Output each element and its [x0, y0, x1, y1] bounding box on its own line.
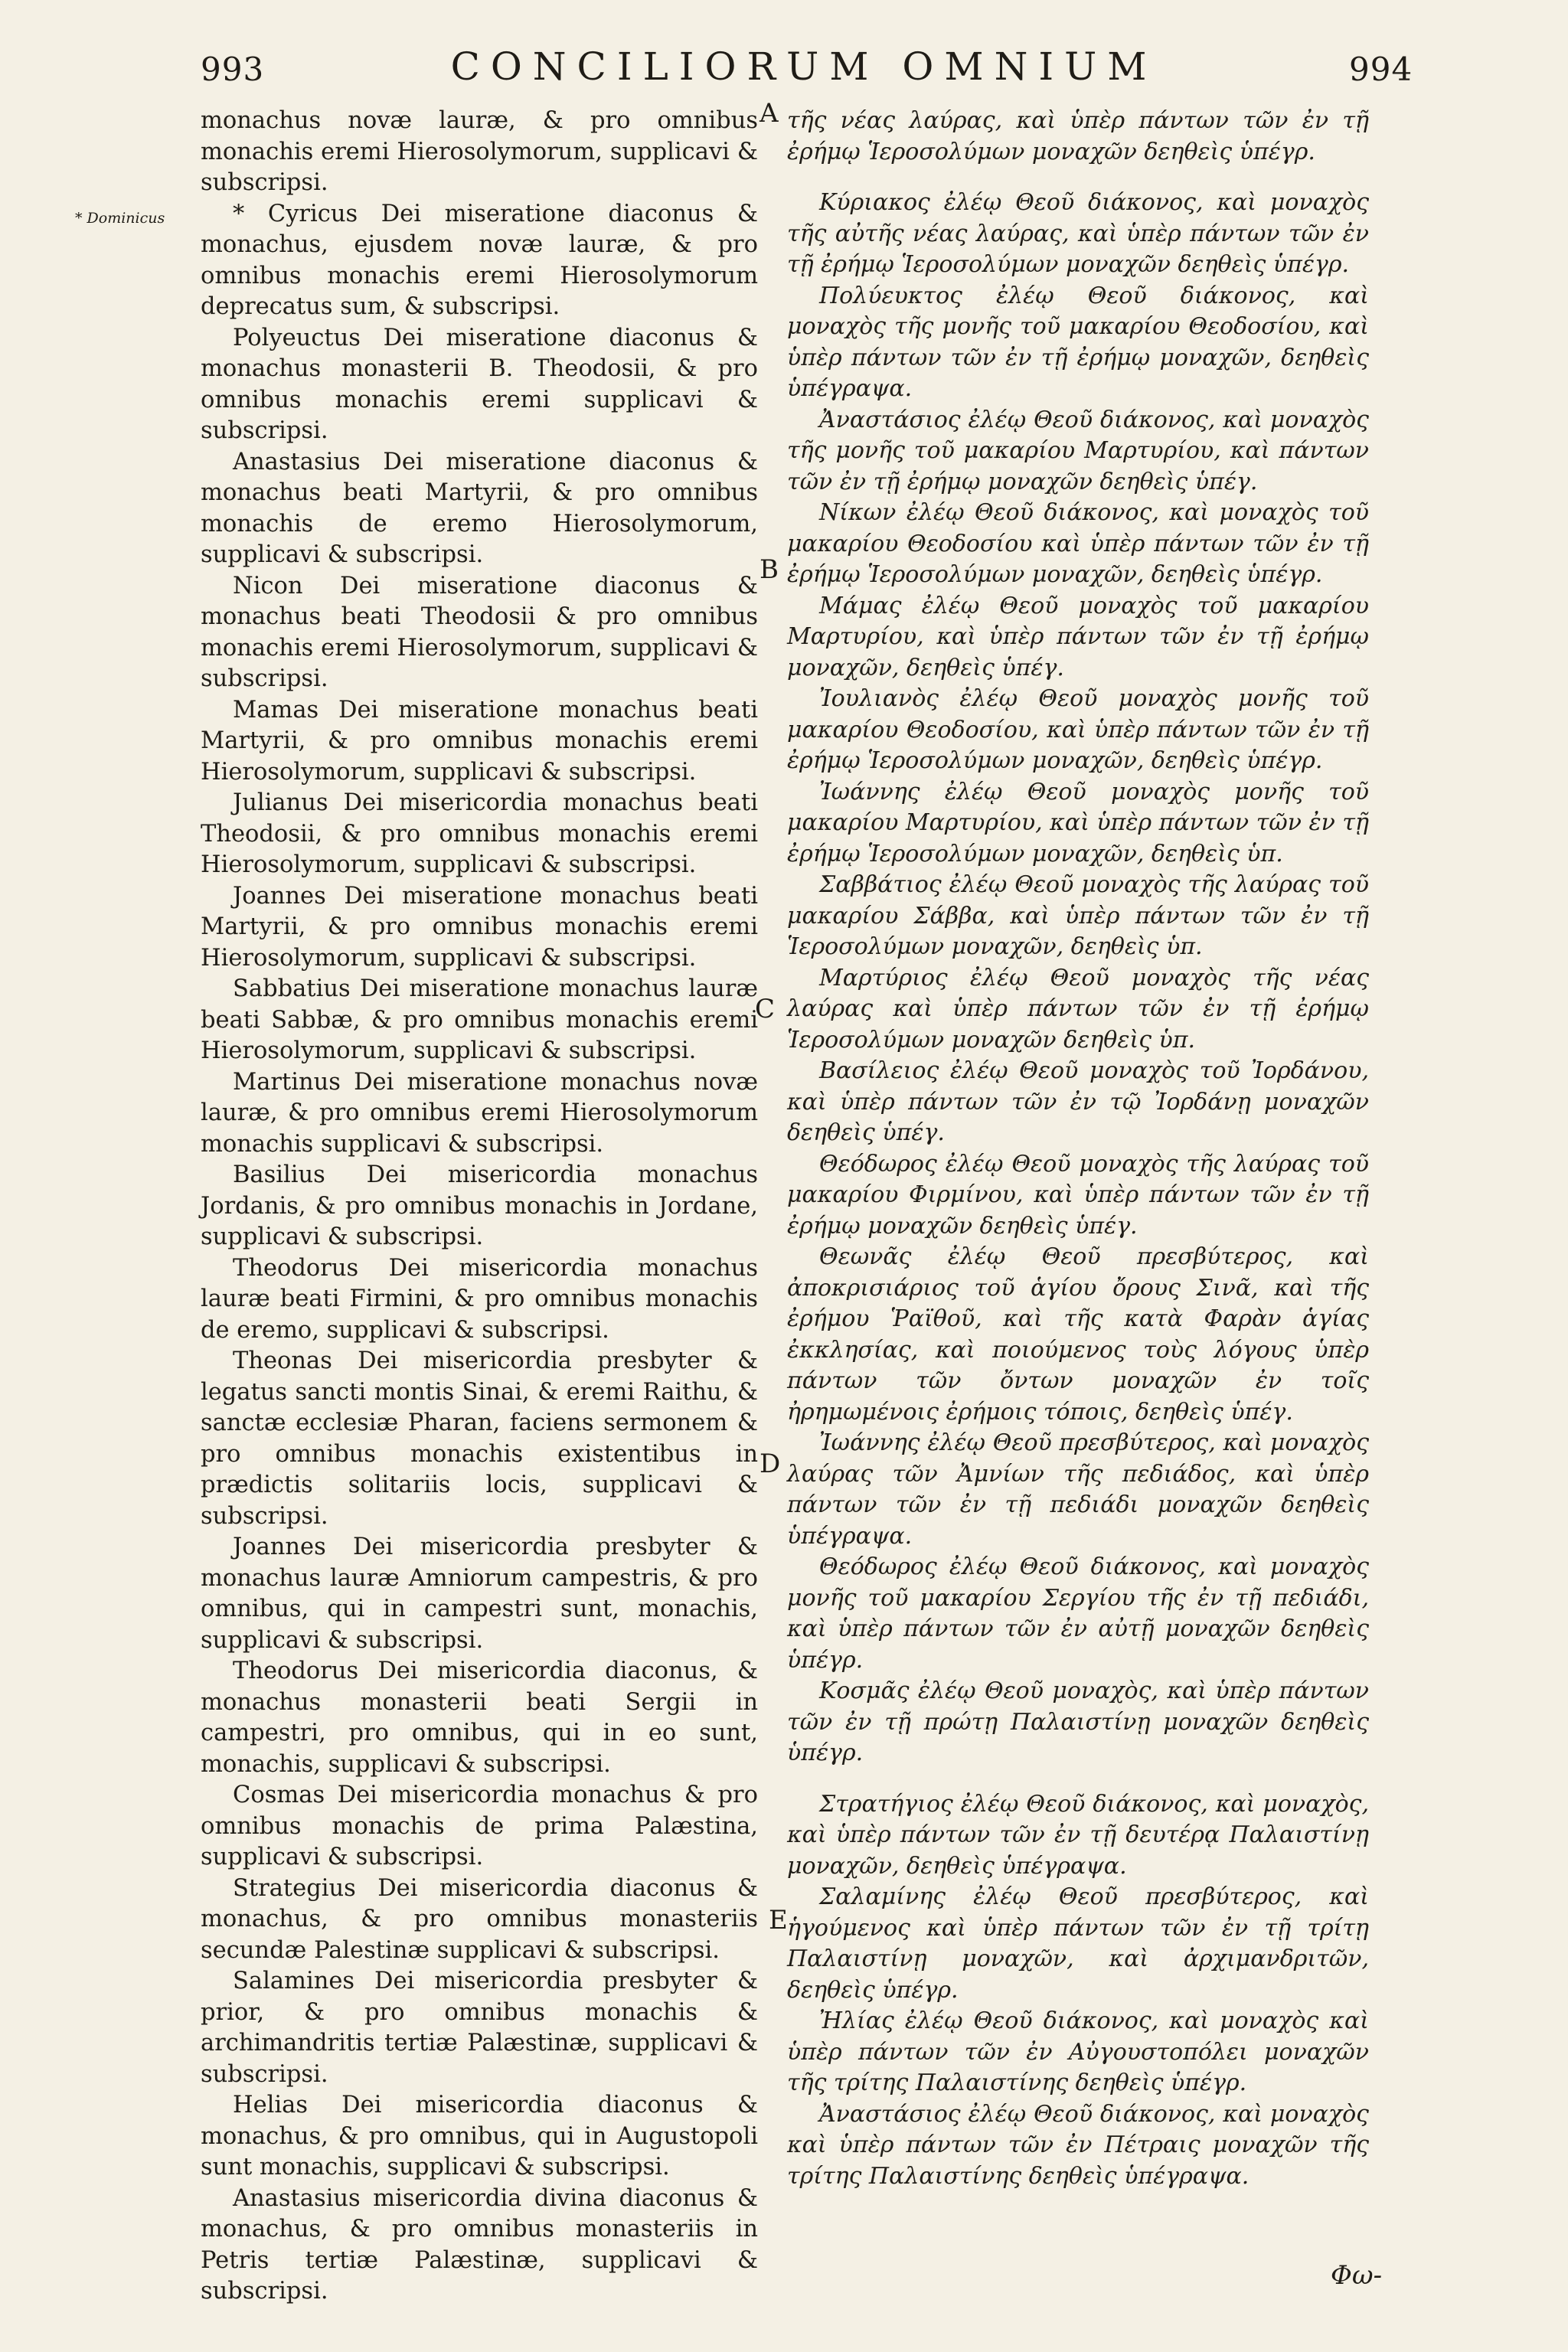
greek-entry: Μάμας ἐλέῳ Θεοῦ μοναχὸς τοῦ μακαρίου Μαρτυρίου, καὶ ὑπὲρ πάντων τῶν ἐν τῇ ἐρήμῳ μοναχῶν, δεηθεὶς ὑπέγ. — [787, 592, 1369, 681]
latin-entry: monachus novæ lauræ, & pro omnibus monachis eremi Hierosolymorum, supplicavi & subscripsi. — [201, 107, 758, 196]
greek-entry: Ἠλίας ἐλέῳ Θεοῦ διάκονος, καὶ μοναχὸς καὶ ὑπὲρ πάντων τῶν ἐν Αὐγουστοπόλει μοναχῶν τῆς τρίτης Παλαιστίνης δεηθεὶς ὑπέγρ. — [787, 2007, 1369, 2096]
catchword: Φω- — [1331, 2260, 1383, 2291]
latin-entry: * Cyricus Dei miseratione diaconus & monachus, ejusdem novæ lauræ, & pro omnibus monachis eremi Hierosolymorum deprecatus sum, & subscripsi. — [201, 200, 758, 320]
latin-entry: Polyeuctus Dei miseratione diaconus & monachus monasterii B. Theodosii, & pro omnibus monachis eremi supplicavi & subscripsi. — [201, 324, 758, 444]
latin-entry: Sabbatius Dei miseratione monachus lauræ beati Sabbæ, & pro omnibus monachis eremi Hierosolymorum, supplicavi & subscripsi. — [201, 975, 758, 1064]
latin-entry: Theodorus Dei misericordia monachus lauræ beati Firmini, & pro omnibus monachis de eremo, supplicavi & subscripsi. — [201, 1254, 758, 1344]
section-letter-c: C — [755, 994, 776, 1024]
latin-entry: Strategius Dei misericordia diaconus & monachus, & pro omnibus monasteriis secundæ Palestinæ supplicavi & subscripsi. — [201, 1874, 758, 1964]
greek-entry: Σαββάτιος ἐλέῳ Θεοῦ μοναχὸς τῆς λαύρας τοῦ μακαρίου Σάββα, καὶ ὑπὲρ πάντων τῶν ἐν τῇ Ἱεροσολύμων μοναχῶν, δεηθεὶς ὑπ. — [787, 871, 1369, 960]
latin-entry: Theonas Dei misericordia presbyter & legatus sancti montis Sinai, & eremi Raithu, & sanctæ ecclesiæ Pharan, faciens sermonem & pro omnibus monachis existentibus in prædictis solitariis locis, supplicavi & subscripsi. — [201, 1348, 758, 1530]
latin-entry: Nicon Dei miseratione diaconus & monachus beati Theodosii & pro omnibus monachis eremi Hierosolymorum, supplicavi & subscripsi. — [201, 572, 758, 692]
section-letter-a: A — [760, 98, 779, 129]
latin-column — [201, 106, 758, 2308]
section-letter-d: D — [760, 1449, 781, 1479]
page-number-right: 994 — [1349, 51, 1413, 88]
section-letter-e: E — [769, 1905, 788, 1936]
greek-entry: Θεόδωρος ἐλέῳ Θεοῦ μοναχὸς τῆς λαύρας τοῦ μακαρίου Φιρμίνου, καὶ ὑπὲρ πάντων τῶν ἐν τῇ ἐρήμῳ μοναχῶν δεηθεὶς ὑπέγ. — [787, 1150, 1369, 1240]
greek-entry: Ἰωάννης ἐλέῳ Θεοῦ μοναχὸς μονῆς τοῦ μακαρίου Μαρτυρίου, καὶ ὑπὲρ πάντων τῶν ἐν τῇ ἐρήμῳ Ἱεροσολύμων μοναχῶν, δεηθεὶς ὑπ. — [787, 778, 1369, 867]
latin-entry: Martinus Dei miseratione monachus novæ lauræ, & pro omnibus eremi Hierosolymorum monachis supplicavi & subscripsi. — [201, 1068, 758, 1158]
latin-entry: Cosmas Dei misericordia monachus & pro omnibus monachis de prima Palæstina, supplicavi & subscripsi. — [201, 1782, 758, 1870]
page-header — [0, 44, 1568, 113]
greek-entry: Ἰουλιανὸς ἐλέῳ Θεοῦ μοναχὸς μονῆς τοῦ μακαρίου Θεοδοσίου, καὶ ὑπὲρ πάντων τῶν ἐν τῇ ἐρήμῳ Ἱεροσολύμων μοναχῶν, δεηθεὶς ὑπέγρ. — [787, 685, 1369, 774]
latin-entry: Mamas Dei miseratione monachus beati Martyrii, & pro omnibus monachis eremi Hierosolymorum, supplicavi & subscripsi. — [201, 696, 758, 786]
latin-entry: Julianus Dei misericordia monachus beati Theodosii, & pro omnibus monachis eremi Hierosolymorum, supplicavi & subscripsi. — [201, 789, 758, 878]
greek-entry: Κοσμᾶς ἐλέῳ Θεοῦ μοναχὸς, καὶ ὑπὲρ πάντων τῶν ἐν τῇ πρώτῃ Παλαιστίνῃ μοναχῶν δεηθεὶς ὑπέγρ. — [787, 1677, 1369, 1766]
greek-entry: Βασίλειος ἐλέῳ Θεοῦ μοναχὸς τοῦ Ἰορδάνου, καὶ ὑπὲρ πάντων τῶν ἐν τῷ Ἰορδάνῃ μοναχῶν δεηθεὶς ὑπέγ. — [787, 1057, 1369, 1146]
latin-entry: Anastasius Dei miseratione diaconus & monachus beati Martyrii, & pro omnibus monachis de eremo Hierosolymorum, supplicavi & subscripsi. — [201, 448, 758, 568]
margin-note: * Dominicus — [75, 210, 165, 227]
greek-entry: Σαλαμίνης ἐλέῳ Θεοῦ πρεσβύτερος, καὶ ἡγούμενος καὶ ὑπὲρ πάντων τῶν ἐν τῇ τρίτῃ Παλαιστίνῃ μοναχῶν, καὶ ἀρχιμανδριτῶν, δεηθεὶς ὑπέγρ. — [787, 1883, 1369, 2004]
latin-entry: Anastasius misericordia divina diaconus & monachus, & pro omnibus monasteriis in Petris tertiæ Palæstinæ, supplicavi & subscripsi. — [201, 2184, 758, 2305]
greek-entry: Θεόδωρος ἐλέῳ Θεοῦ διάκονος, καὶ μοναχὸς μονῆς τοῦ μακαρίου Σεργίου τῆς ἐν τῇ πεδιάδι, καὶ ὑπὲρ πάντων τῶν ἐν αὐτῇ μοναχῶν δεηθεὶς ὑπέγρ. — [787, 1553, 1369, 1674]
greek-entry: Κύριακος ἐλέῳ Θεοῦ διάκονος, καὶ μοναχὸς τῆς αὐτῆς νέας λαύρας, καὶ ὑπὲρ πάντων τῶν ἐν τῇ ἐρήμῳ Ἱεροσολύμων μοναχῶν δεηθεὶς ὑπέγρ. — [787, 189, 1369, 278]
running-title: CONCILIORUM OMNIUM — [450, 44, 1158, 89]
latin-entry: Theodorus Dei misericordia diaconus, & monachus monasterii beati Sergii in campestri, pro omnibus, qui in eo sunt, monachis, supplicavi & subscripsi. — [201, 1658, 758, 1778]
greek-entry: Ἀναστάσιος ἐλέῳ Θεοῦ διάκονος, καὶ μοναχὸς καὶ ὑπὲρ πάντων τῶν ἐν Πέτραις μοναχῶν τῆς τρίτης Παλαιστίνης δεηθεὶς ὑπέγραψα. — [787, 2100, 1369, 2190]
latin-entry: Salamines Dei misericordia presbyter & prior, & pro omnibus monachis & archimandritis tertiæ Palæstinæ, supplicavi & subscripsi. — [201, 1968, 758, 2088]
latin-entry: Basilius Dei misericordia monachus Jordanis, & pro omnibus monachis in Jordane, supplicavi & subscripsi. — [201, 1161, 758, 1250]
section-letter-b: B — [760, 554, 779, 585]
greek-column — [787, 106, 1369, 2192]
latin-entry: Joannes Dei misericordia presbyter & monachus lauræ Amniorum campestris, & pro omnibus, qui in campestri sunt, monachis, supplicavi & subscripsi. — [201, 1534, 758, 1654]
greek-entry: Θεωνᾶς ἐλέῳ Θεοῦ πρεσβύτερος, καὶ ἀποκρισιάριος τοῦ ἁγίου ὄρους Σινᾶ, καὶ τῆς ἐρήμου Ῥαϊθοῦ, καὶ τῆς κατὰ Φαρὰν ἁγίας ἐκκλησίας, καὶ ποιούμενος τοὺς λόγους ὑπὲρ πάντων τῶν ὄντων μοναχῶν ἐν τοῖς ἠρημωμένοις ἐρήμοις τόποις, δεηθεὶς ὑπέγ. — [787, 1243, 1369, 1426]
greek-entry: Μαρτύριος ἐλέῳ Θεοῦ μοναχὸς τῆς νέας λαύρας καὶ ὑπὲρ πάντων τῶν ἐν τῇ ἐρήμῳ Ἱεροσολύμων μοναχῶν δεηθεὶς ὑπ. — [787, 964, 1369, 1054]
latin-entry: Joannes Dei miseratione monachus beati Martyrii, & pro omnibus monachis eremi Hierosolymorum, supplicavi & subscripsi. — [201, 882, 758, 972]
greek-entry: Στρατήγιος ἐλέῳ Θεοῦ διάκονος, καὶ μοναχὸς, καὶ ὑπὲρ πάντων τῶν ἐν τῇ δευτέρᾳ Παλαιστίνῃ μοναχῶν, δεηθεὶς ὑπέγραψα. — [787, 1790, 1369, 1880]
page-number-left: 993 — [201, 51, 265, 88]
greek-entry: Νίκων ἐλέῳ Θεοῦ διάκονος, καὶ μοναχὸς τοῦ μακαρίου Θεοδοσίου καὶ ὑπὲρ πάντων τῶν ἐν τῇ ἐρήμῳ Ἱεροσολύμων μοναχῶν, δεηθεὶς ὑπέγρ. — [787, 499, 1369, 588]
greek-entry: Ἰωάννης ἐλέῳ Θεοῦ πρεσβύτερος, καὶ μοναχὸς λαύρας τῶν Ἀμνίων τῆς πεδιάδος, καὶ ὑπὲρ πάντων τῶν ἐν τῇ πεδιάδι μοναχῶν δεηθεὶς ὑπέγραψα. — [787, 1429, 1369, 1550]
greek-entry: Πολύευκτος ἐλέῳ Θεοῦ διάκονος, καὶ μοναχὸς τῆς μονῆς τοῦ μακαρίου Θεοδοσίου, καὶ ὑπὲρ πάντων τῶν ἐν τῇ ἐρήμῳ μοναχῶν, δεηθεὶς ὑπέγραψα. — [787, 282, 1369, 402]
latin-entry: Helias Dei misericordia diaconus & monachus, & pro omnibus, qui in Augustopoli sunt monachis, supplicavi & subscripsi. — [201, 2092, 758, 2180]
greek-entry: τῆς νέας λαύρας, καὶ ὑπὲρ πάντων τῶν ἐν τῇ ἐρήμῳ Ἱεροσολύμων μοναχῶν δεηθεὶς ὑπέγρ. — [787, 107, 1369, 165]
greek-entry: Ἀναστάσιος ἐλέῳ Θεοῦ διάκονος, καὶ μοναχὸς τῆς μονῆς τοῦ μακαρίου Μαρτυρίου, καὶ πάντων τῶν ἐν τῇ ἐρήμῳ μοναχῶν δεηθεὶς ὑπέγ. — [787, 406, 1369, 495]
